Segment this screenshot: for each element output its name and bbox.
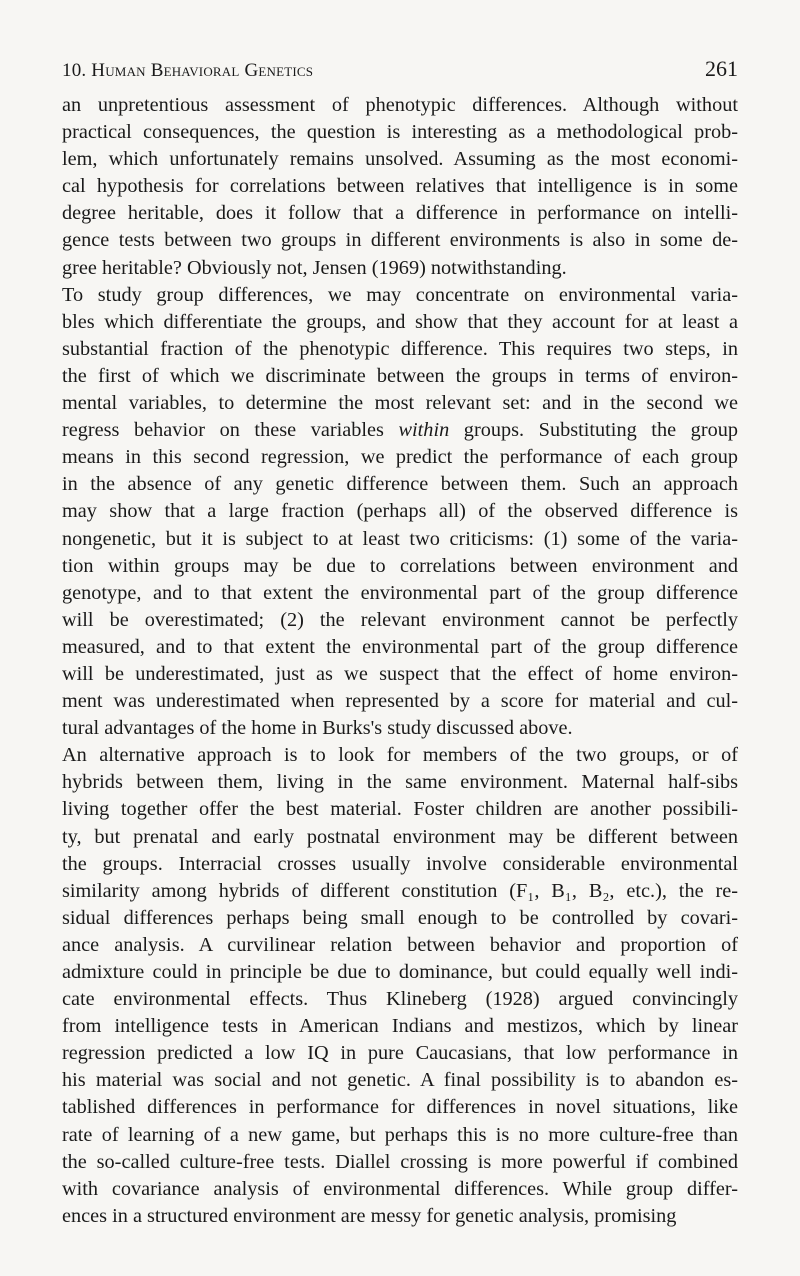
- text-line: will be overestimated; (2) the relevant environment cannot be perfectly: [62, 608, 738, 631]
- text-line: an unpretentious assessment of phenotypic differences. Although without: [62, 94, 738, 116]
- text-line: genotype, and to that extent the environmental part of the group difference: [62, 581, 738, 604]
- text-line: his material was social and not genetic. A final possibility is to abandon es-: [62, 1069, 738, 1092]
- text-line: rate of learning of a new game, but perhaps this is no more culture-free than: [62, 1123, 738, 1146]
- text-line: tural advantages of the home in Burks's study discussed above.: [62, 717, 573, 740]
- text-line: the first of which we discriminate between the groups in terms of environ-: [62, 364, 738, 387]
- text-line: An alternative approach is to look for members of the two groups, or of: [62, 744, 738, 767]
- text-line: tablished differences in performance for differences in novel situations, like: [62, 1096, 738, 1119]
- text-line: cal hypothesis for correlations between relatives that intelligence is in some: [62, 175, 738, 198]
- text-line: cate environmental effects. Thus Klineberg (1928) argued convincingly: [62, 988, 738, 1011]
- text-line: with covariance analysis of environmental differences. While group differ-: [62, 1177, 738, 1200]
- page-header: [62, 56, 738, 82]
- text-line: admixture could in principle be due to dominance, but could equally well indi-: [62, 961, 738, 983]
- text-line: similarity among hybrids of different constitution (F₁, B₁, B₂, etc.), the re-: [62, 879, 738, 902]
- text-line: tion within groups may be due to correlations between environment and: [62, 554, 738, 577]
- text-line: nongenetic, but it is subject to at least two criticisms: (1) some of the varia-: [62, 527, 738, 550]
- text-line: in the absence of any genetic difference between them. Such an approach: [62, 473, 738, 496]
- text-line: ences in a structured environment are messy for genetic analysis, promising: [62, 1204, 677, 1227]
- text-line: ment was underestimated when represented by a score for material and cul-: [62, 690, 738, 713]
- text-line: regression predicted a low IQ in pure Caucasians, that low performance in: [62, 1042, 738, 1065]
- text-line: mental variables, to determine the most relevant set: and in the second we: [62, 392, 738, 415]
- text-line: lem, which unfortunately remains unsolved. Assuming as the most economi-: [62, 148, 738, 171]
- text-line: ty, but prenatal and early postnatal environment may be different between: [62, 825, 738, 848]
- text-line: will be underestimated, just as we suspect that the effect of home environ-: [62, 662, 738, 685]
- text-line: the groups. Interracial crosses usually involve considerable environmental: [62, 852, 738, 875]
- text-line: sidual differences perhaps being small enough to be controlled by covari-: [62, 906, 738, 929]
- text-line: gence tests between two groups in different environments is also in some de-: [62, 229, 738, 252]
- body-text: [62, 92, 738, 1230]
- text-line: may show that a large fraction (perhaps all) of the observed difference is: [62, 500, 738, 523]
- text-line: hybrids between them, living in the same environment. Maternal half-sibs: [62, 771, 738, 794]
- text-line: ance analysis. A curvilinear relation between behavior and proportion of: [62, 933, 738, 956]
- text-line: To study group differences, we may concentrate on environmental varia-: [62, 283, 738, 306]
- text-line: means in this second regression, we predict the performance of each group: [62, 446, 738, 469]
- text-line: bles which differentiate the groups, and show that they account for at least a: [62, 310, 738, 333]
- text-line: regress behavior on these variables within groups. Substituting the group: [62, 419, 738, 442]
- text-line: living together offer the best material. Foster children are another possibili-: [62, 798, 738, 821]
- running-head: 10. Human Behavioral Genetics: [62, 60, 314, 81]
- text-line: from intelligence tests in American Indians and mestizos, which by linear: [62, 1015, 738, 1038]
- page-number: 261: [705, 56, 738, 81]
- text-line: measured, and to that extent the environmental part of the group difference: [62, 635, 738, 658]
- text-line: substantial fraction of the phenotypic difference. This requires two steps, in: [62, 337, 738, 360]
- text-line: gree heritable? Obviously not, Jensen (1969) notwithstanding.: [62, 256, 567, 279]
- text-line: degree heritable, does it follow that a difference in performance on intelli-: [62, 202, 738, 225]
- text-line: practical consequences, the question is interesting as a methodological prob-: [62, 121, 738, 144]
- text-line: the so-called culture-free tests. Diallel crossing is more powerful if combined: [62, 1150, 738, 1173]
